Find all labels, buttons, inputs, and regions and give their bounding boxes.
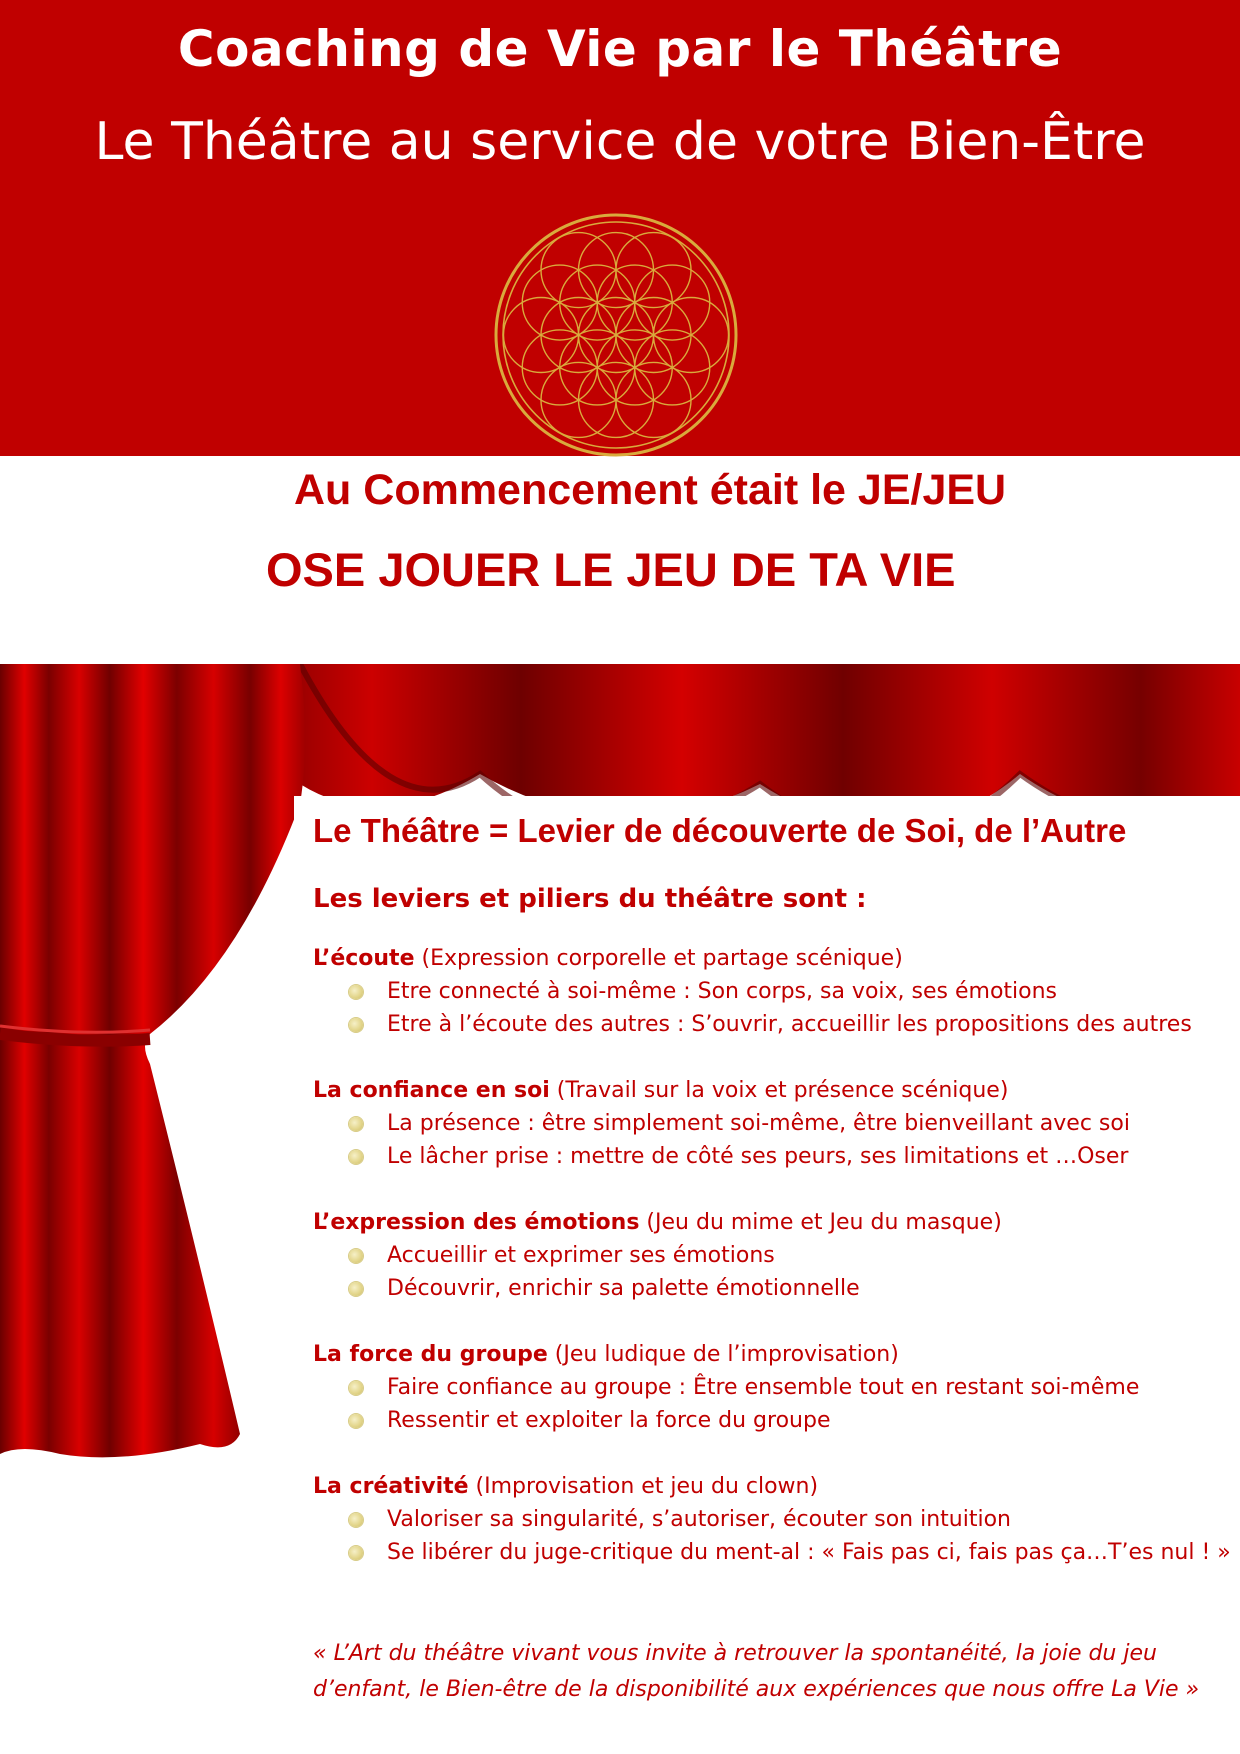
page-title: Coaching de Vie par le Théâtre — [177, 20, 1063, 78]
sun-bullet-icon — [349, 1282, 363, 1296]
section-heading: La force du groupe (Jeu ludique de l’improvisation) — [313, 1342, 899, 1367]
flower-of-life-icon — [493, 212, 739, 458]
sun-bullet-icon — [349, 985, 363, 999]
sun-bullet-icon — [349, 1117, 363, 1131]
list-item: Valoriser sa singularité, s’autoriser, écouter son intuition — [313, 1503, 1231, 1536]
section-heading: L’expression des émotions (Jeu du mime et Jeu du masque) — [313, 1210, 1002, 1235]
list-item: Faire confiance au groupe : Être ensemble tout en restant soi-même — [313, 1371, 1139, 1404]
list-item: Découvrir, enrichir sa palette émotionnelle — [313, 1272, 1002, 1305]
header-banner — [0, 0, 1240, 456]
intro-text: Les leviers et piliers du théâtre sont : — [313, 884, 867, 914]
list-item: Etre connecté à soi-même : Son corps, sa voix, ses émotions — [313, 975, 1192, 1008]
list-item: La présence : être simplement soi-même, être bienveillant avec soi — [313, 1107, 1130, 1140]
sun-bullet-icon — [349, 1249, 363, 1263]
slogan-commencement: Au Commencement était le JE/JEU — [294, 466, 1007, 514]
sun-bullet-icon — [349, 1546, 363, 1560]
section-ecoute — [313, 942, 1192, 1041]
section-creativite — [313, 1470, 1231, 1569]
closing-quote — [313, 1636, 1213, 1708]
section-heading: L’écoute (Expression corporelle et partage scénique) — [313, 946, 903, 971]
list-item: Se libérer du juge-critique du ment-al : « Fais pas ci, fais pas ça…T’es nul ! » — [313, 1536, 1231, 1569]
sun-bullet-icon — [349, 1513, 363, 1527]
sun-bullet-icon — [349, 1150, 363, 1164]
quote-line: « L’Art du théâtre vivant vous invite à retrouver la spontanéité, la joie du jeu — [313, 1641, 1157, 1666]
slogan-ose-jouer: OSE JOUER LE JEU DE TA VIE — [266, 543, 956, 596]
list-item: Etre à l’écoute des autres : S’ouvrir, accueillir les propositions des autres — [313, 1008, 1192, 1041]
list-item: Accueillir et exprimer ses émotions — [313, 1239, 1002, 1272]
list-item: Le lâcher prise : mettre de côté ses peurs, ses limitations et …Oser — [313, 1140, 1130, 1173]
section-emotions — [313, 1206, 1002, 1305]
section-groupe — [313, 1338, 1139, 1437]
sun-bullet-icon — [349, 1381, 363, 1395]
sun-bullet-icon — [349, 1414, 363, 1428]
quote-line: d’enfant, le Bien-être de la disponibilité aux expériences que nous offre La Vie » — [313, 1677, 1200, 1702]
page-subtitle: Le Théâtre au service de votre Bien-Être — [94, 112, 1146, 172]
section-confiance — [313, 1074, 1130, 1173]
section-heading: La confiance en soi (Travail sur la voix et présence scénique) — [313, 1078, 1009, 1103]
list-item: Ressentir et exploiter la force du groupe — [313, 1404, 1139, 1437]
section-heading: La créativité (Improvisation et jeu du clown) — [313, 1474, 819, 1499]
sun-bullet-icon — [349, 1018, 363, 1032]
main-heading: Le Théâtre = Levier de découverte de Soi, de l’Autre — [313, 812, 1127, 849]
